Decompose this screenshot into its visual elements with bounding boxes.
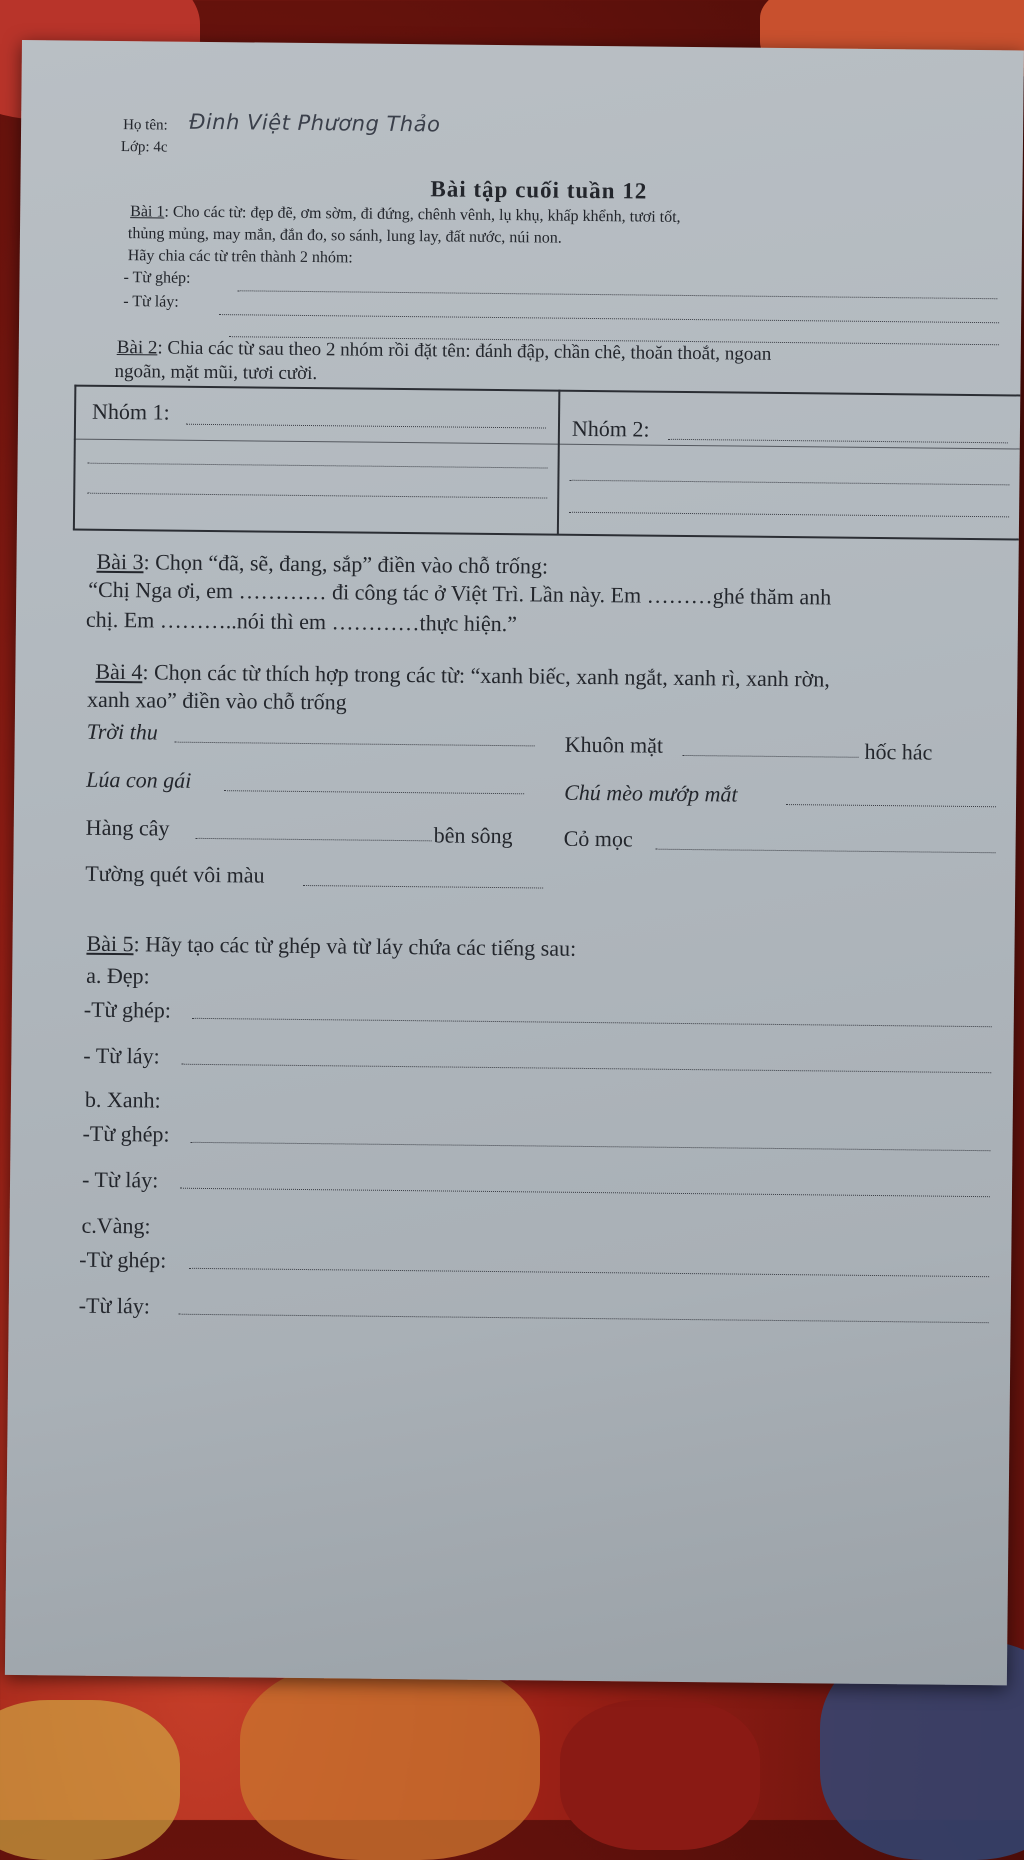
bai4-line2: xanh xao” điền vào chỗ trống (86, 686, 347, 715)
answer-line[interactable] (181, 1064, 991, 1073)
answer-line[interactable] (237, 290, 997, 299)
nhom1-answer-line[interactable] (88, 463, 548, 469)
bai5-text: : Hãy tạo các từ ghép và từ láy chứa các tiếng sau: (133, 931, 577, 961)
table-border (74, 385, 1020, 396)
bai3-line2: “Chị Nga ơi, em ………… đi công tác ở Việt Trì. Lần này. Em ………ghé thăm anh (88, 576, 832, 610)
nhom2-answer-line[interactable] (569, 480, 1009, 486)
bai5-line1 (86, 931, 576, 962)
table-border (73, 385, 76, 530)
bai5-a-lay: - Từ láy: (83, 1042, 160, 1069)
bai1-text: : Cho các từ: đẹp đẽ, ơm sờm, đi đứng, chênh vênh, lụ khụ, khấp khểnh, tươi tốt, (164, 203, 681, 226)
bai1-line1 (130, 203, 681, 227)
nhom1-label: Nhóm 1: (91, 398, 170, 425)
nhom1-answer-line[interactable] (87, 493, 547, 499)
bai4-text: : Chọn các từ thích hợp trong các từ: “xanh biếc, xanh ngắt, xanh rì, xanh rờn, (142, 659, 830, 692)
bai5-label: Bài 5 (86, 930, 134, 957)
bai2-label: Bài 2 (116, 337, 158, 359)
answer-line[interactable] (656, 849, 996, 854)
bai5-a: a. Đẹp: (86, 962, 150, 989)
bai1-line3: Hãy chia các từ trên thành 2 nhóm: (127, 247, 353, 267)
answer-line[interactable] (786, 804, 996, 807)
answer-line[interactable] (196, 838, 432, 841)
bai4-label: Bài 4 (95, 658, 143, 685)
bai5-b-lay: - Từ láy: (81, 1166, 159, 1193)
nhom1-answer-line[interactable] (186, 424, 546, 429)
khuon-mat-label: Khuôn mặt (564, 731, 664, 758)
hoc-hac-label: hốc hác (864, 738, 933, 765)
page-title: Bài tập cuối tuần 12 (430, 176, 648, 204)
class-label: Lớp: 4c (120, 139, 168, 156)
lua-con-gai-label: Lúa con gái (86, 766, 192, 793)
table-border (557, 390, 560, 535)
bai1-tu-ghep: - Từ ghép: (123, 269, 191, 287)
answer-line[interactable] (192, 1018, 992, 1027)
bai2-line2: ngoãn, mặt mũi, tươi cười. (114, 360, 318, 385)
student-name: Đinh Việt Phương Thảo (189, 109, 441, 137)
answer-line[interactable] (683, 755, 859, 758)
bai1-tu-lay: - Từ láy: (123, 293, 179, 311)
fabric-pattern (240, 1660, 540, 1860)
nhom2-answer-line[interactable] (668, 439, 1008, 444)
nhom2-answer-line[interactable] (569, 512, 1009, 518)
ben-song-label: bên sông (433, 822, 513, 849)
bai5-b-ghep: -Từ ghép: (82, 1120, 170, 1147)
answer-line[interactable] (189, 1268, 989, 1277)
chu-meo-label: Chú mèo mướp mắt (564, 779, 738, 807)
bai3-label: Bài 3 (96, 548, 144, 575)
bai5-a-ghep: -Từ ghép: (83, 996, 172, 1023)
answer-line[interactable] (303, 885, 543, 889)
answer-line[interactable] (180, 1188, 990, 1197)
bai5-c-lay: -Từ láy: (78, 1292, 151, 1319)
name-label: Họ tên: (123, 117, 168, 134)
answer-line[interactable] (175, 742, 535, 747)
answer-line[interactable] (179, 1314, 989, 1323)
troi-thu-label: Trời thu (86, 718, 158, 745)
bai1-line2: thủng mủng, may mắn, đắn đo, so sánh, lung lay, đất nước, núi non. (127, 225, 562, 247)
table-border (73, 529, 1019, 540)
hang-cay-label: Hàng cây (85, 814, 170, 841)
nhom2-label: Nhóm 2: (571, 415, 650, 442)
bai5-c: c.Vàng: (81, 1212, 151, 1239)
bai3-line3: chị. Em ………..nói thì em …………thực hiện.” (85, 606, 518, 637)
bai3-text: : Chọn “đã, sẽ, đang, sắp” điền vào chỗ trống: (143, 549, 549, 579)
tuong-label: Tường quét vôi màu (85, 860, 265, 888)
worksheet-paper (5, 40, 1024, 1685)
fabric-pattern (560, 1700, 760, 1850)
fabric-pattern (0, 1700, 180, 1860)
co-moc-label: Cỏ mọc (563, 825, 633, 852)
bai3-line1 (96, 549, 548, 580)
bai1-label: Bài 1 (130, 203, 165, 221)
bai5-c-ghep: -Từ ghép: (79, 1246, 167, 1273)
bai5-b: b. Xanh: (84, 1086, 161, 1113)
bai2-text: : Chia các từ sau theo 2 nhóm rồi đặt tên: đánh đập, chần chê, thoăn thoắt, ngoan (157, 337, 772, 365)
answer-line[interactable] (190, 1142, 990, 1151)
answer-line[interactable] (224, 790, 524, 794)
answer-line[interactable] (219, 314, 999, 323)
